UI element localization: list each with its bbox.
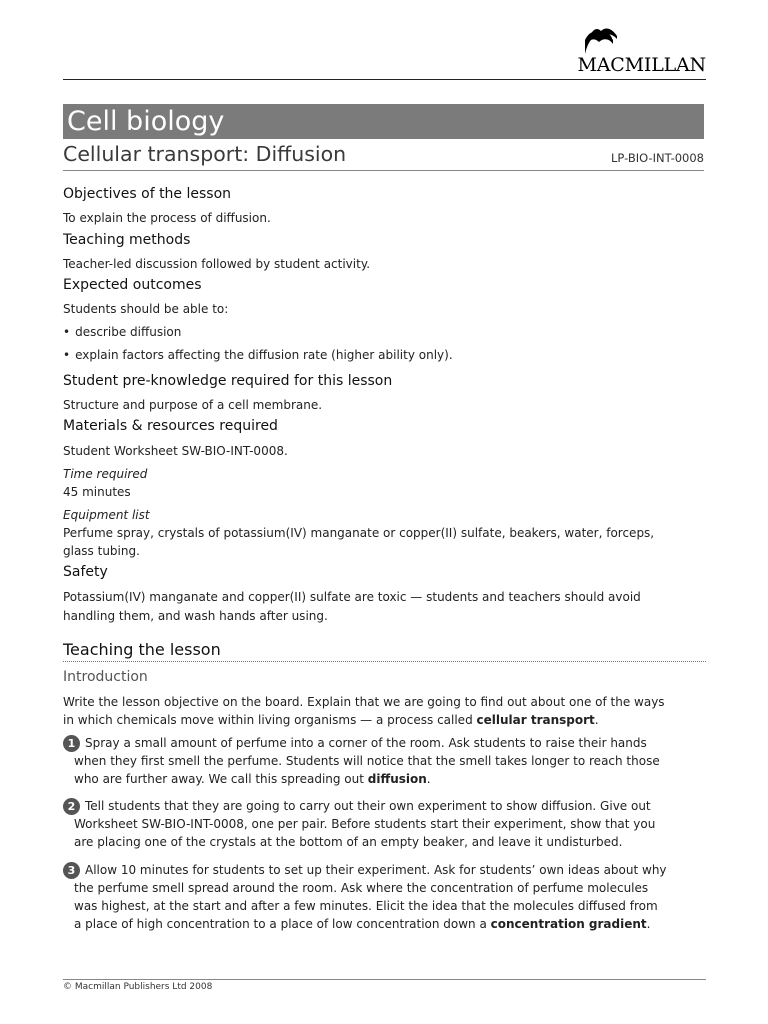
page-title: Cell biology [67, 106, 225, 137]
teaching-heading: Teaching the lesson [63, 640, 221, 659]
materials-heading: Materials & resources required [63, 418, 278, 434]
methods-heading: Teaching methods [63, 232, 191, 248]
outcome-item: • explain factors affecting the diffusion rate (higher ability only). [63, 346, 453, 364]
lesson-code: LP-BIO-INT-0008 [610, 151, 704, 165]
safety-text: Potassium(IV) manganate and copper(II) sulfate are toxic — students and teachers should avoid [63, 590, 641, 604]
step-number-badge: 2 [63, 798, 80, 815]
footer-divider [63, 979, 706, 980]
page-title-bar [63, 104, 704, 139]
methods-text: Teacher-led discussion followed by student activity. [63, 257, 371, 271]
publisher-logo [577, 26, 706, 76]
section-divider [63, 661, 706, 662]
page-header [63, 0, 706, 80]
equipment-text: Perfume spray, crystals of potassium(IV) manganate or copper(II) sulfate, beakers, water, forceps, [63, 526, 655, 540]
diffusion-term: diffusion [367, 772, 427, 786]
safety-heading: Safety [63, 564, 108, 580]
introduction-heading: Introduction [63, 669, 148, 685]
time-label: Time required [63, 467, 148, 481]
step-3: 3 Allow 10 minutes for students to set up their experiment. Ask for students’ own ideas about why the perfume smell spread around the room. Ask where the concentration of perfume molecules was highest, at the start and after a few minutes. Elicit the idea that the molecules diffused from a place of high concentration to a place of low concentration down a concentration gradient. [63, 861, 663, 933]
step-1: 1 Spray a small amount of perfume into a corner of the room. Ask students to raise their hands when they first smell the perfume. Students will notice that the smell takes longer to reach those who are further away. We call this spreading out diffusion. [63, 734, 663, 788]
concentration-gradient-term: concentration gradient [490, 917, 647, 931]
copyright-footer: © Macmillan Publishers Ltd 2008 [63, 982, 213, 992]
equipment-text: glass tubing. [63, 544, 140, 558]
subtitle-row [63, 141, 704, 171]
step-2: 2 Tell students that they are going to carry out their own experiment to show diffusion. Give out Worksheet SW-BIO-INT-0008, one per pair. Before students start their experiment, show that you are placing one of the crystals at the bottom of an empty beaker, and leave it undisturbed. [63, 797, 663, 851]
step-number-badge: 3 [63, 862, 80, 879]
outcomes-heading: Expected outcomes [63, 277, 202, 293]
equipment-label: Equipment list [63, 508, 150, 522]
materials-text: Student Worksheet SW-BIO-INT-0008. [63, 444, 288, 458]
objectives-text: To explain the process of diffusion. [63, 211, 271, 225]
cellular-transport-term: cellular transport [476, 713, 595, 727]
step-number-badge: 1 [63, 735, 80, 752]
preknowledge-heading: Student pre-knowledge required for this lesson [63, 373, 393, 389]
objectives-heading: Objectives of the lesson [63, 186, 232, 202]
publisher-name: MACMILLAN [577, 54, 706, 76]
lesson-subtitle: Cellular transport: Diffusion [63, 142, 347, 166]
safety-text: handling them, and wash hands after using. [63, 609, 328, 623]
introduction-text: in which chemicals move within living organisms — a process called cellular transport. [63, 713, 599, 727]
outcome-item: • describe diffusion [63, 323, 181, 341]
introduction-text: Write the lesson objective on the board. Explain that we are going to find out about one of the ways [63, 695, 665, 709]
macmillan-logo-icon [584, 26, 620, 56]
outcomes-intro: Students should be able to: [63, 302, 229, 316]
time-value: 45 minutes [63, 485, 131, 499]
preknowledge-text: Structure and purpose of a cell membrane. [63, 398, 323, 412]
